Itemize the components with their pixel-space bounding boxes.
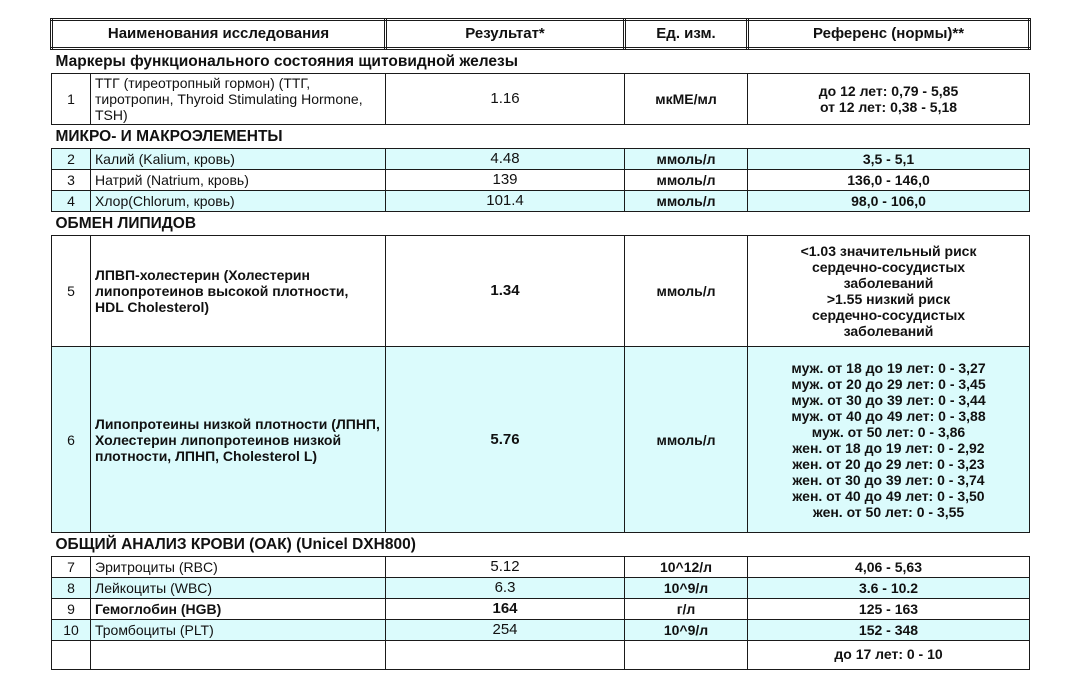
table-row — [52, 149, 1030, 170]
result-value: 101.4 — [386, 191, 625, 212]
section-header — [52, 49, 1030, 74]
result-value — [386, 641, 625, 670]
row-number: 8 — [52, 578, 91, 599]
test-name: Липопротеины низкой плотности (ЛПНП, Холестерин липопротеинов низкой плотности, ЛПНП, Cholesterol L) — [91, 347, 386, 533]
table-row — [52, 578, 1030, 599]
row-number: 9 — [52, 599, 91, 620]
row-number: 5 — [52, 236, 91, 347]
unit: ммоль/л — [625, 236, 748, 347]
reference-line: 4,06 - 5,63 — [855, 559, 922, 575]
table-row — [52, 620, 1030, 641]
unit: ммоль/л — [625, 191, 748, 212]
reference-range — [748, 578, 1030, 599]
reference-line: муж. от 18 до 19 лет: 0 - 3,27 — [791, 359, 986, 376]
row-number: 3 — [52, 170, 91, 191]
table-row — [52, 191, 1030, 212]
table-row — [52, 74, 1030, 125]
unit: ммоль/л — [625, 170, 748, 191]
reference-line: заболеваний — [843, 275, 934, 291]
table-row — [52, 170, 1030, 191]
test-name: Тромбоциты (PLT) — [91, 620, 386, 641]
row-number: 6 — [52, 347, 91, 533]
row-number: 7 — [52, 557, 91, 578]
reference-line: жен. от 20 до 29 лет: 0 - 3,23 — [792, 455, 985, 472]
table-header-row — [52, 20, 1030, 49]
unit: мкМЕ/мл — [625, 74, 748, 125]
reference-range — [748, 599, 1030, 620]
reference-line: от 12 лет: 0,38 - 5,18 — [819, 99, 958, 115]
table-row — [52, 236, 1030, 347]
reference-line: сердечно-сосудистых — [811, 307, 966, 323]
reference-range — [748, 191, 1030, 212]
section-title: ОБМЕН ЛИПИДОВ — [55, 215, 197, 232]
table-body — [52, 49, 1030, 670]
result-value: 1.16 — [386, 74, 625, 125]
reference-line: жен. от 30 до 39 лет: 0 - 3,74 — [792, 471, 985, 488]
reference-range — [748, 74, 1030, 125]
reference-line: сердечно-сосудистых — [811, 259, 966, 275]
reference-line: заболеваний — [843, 323, 934, 339]
section-title: МИКРО- И МАКРОЭЛЕМЕНТЫ — [55, 128, 283, 145]
reference-range — [748, 347, 1030, 533]
row-number: 10 — [52, 620, 91, 641]
reference-line: муж. от 30 до 39 лет: 0 - 3,44 — [791, 391, 986, 408]
reference-line: 98,0 - 106,0 — [851, 193, 926, 209]
reference-line: 125 - 163 — [858, 601, 919, 617]
test-name: Хлор(Chlorum, кровь) — [91, 191, 386, 212]
reference-line: >1.55 низкий риск — [826, 291, 951, 307]
test-name — [91, 641, 386, 670]
reference-line: до 12 лет: 0,79 - 5,85 — [818, 83, 959, 99]
reference-range — [748, 620, 1030, 641]
reference-range — [748, 170, 1030, 191]
test-name: ТТГ (тиреотропный гормон) (ТТГ, тиротропин, Thyroid Stimulating Hormone, TSH) — [91, 74, 386, 125]
header-reference: Референс (нормы)** — [748, 20, 1030, 49]
lab-results-document — [50, 18, 1028, 670]
reference-range — [748, 236, 1030, 347]
result-value: 254 — [386, 620, 625, 641]
reference-line: жен. от 50 лет: 0 - 3,55 — [812, 503, 965, 520]
result-value: 4.48 — [386, 149, 625, 170]
reference-line: <1.03 значительный риск — [800, 243, 977, 259]
section-header — [52, 125, 1030, 149]
row-number: 2 — [52, 149, 91, 170]
test-name: Лейкоциты (WBC) — [91, 578, 386, 599]
row-number: 4 — [52, 191, 91, 212]
test-name: Эритроциты (RBC) — [91, 557, 386, 578]
result-value: 164 — [386, 599, 625, 620]
reference-line: жен. от 18 до 19 лет: 0 - 2,92 — [792, 439, 985, 456]
row-number: 1 — [52, 74, 91, 125]
section-header — [52, 533, 1030, 557]
reference-range — [748, 149, 1030, 170]
unit: 10^12/л — [625, 557, 748, 578]
reference-line: 3,5 - 5,1 — [862, 151, 915, 167]
unit: 10^9/л — [625, 578, 748, 599]
reference-range: до 17 лет: 0 - 10 — [748, 641, 1030, 670]
reference-line: жен. от 40 до 49 лет: 0 - 3,50 — [792, 487, 985, 504]
reference-line: муж. от 40 до 49 лет: 0 - 3,88 — [791, 407, 986, 424]
section-title: ОБЩИЙ АНАЛИЗ КРОВИ (ОАК) (Unicel DXH800) — [55, 536, 416, 553]
table-row — [52, 599, 1030, 620]
test-name: ЛПВП-холестерин (Холестерин липопротеинов высокой плотности, HDL Cholesterol) — [91, 236, 386, 347]
header-unit: Ед. изм. — [625, 20, 748, 49]
reference-line: 152 - 348 — [858, 622, 919, 638]
unit: ммоль/л — [625, 149, 748, 170]
table-row — [52, 557, 1030, 578]
unit: ммоль/л — [625, 347, 748, 533]
reference-line: муж. от 20 до 29 лет: 0 - 3,45 — [791, 375, 986, 392]
section-title: Маркеры функционального состояния щитовидной железы — [55, 53, 518, 70]
test-name: Гемоглобин (HGB) — [91, 599, 386, 620]
result-value: 1.34 — [386, 236, 625, 347]
header-name: Наименования исследования — [52, 20, 386, 49]
test-name: Натрий (Natrium, кровь) — [91, 170, 386, 191]
reference-line: муж. от 50 лет: 0 - 3,86 — [811, 423, 966, 440]
unit: г/л — [625, 599, 748, 620]
result-value: 139 — [386, 170, 625, 191]
result-value: 6.3 — [386, 578, 625, 599]
result-value: 5.76 — [386, 347, 625, 533]
reference-range — [748, 557, 1030, 578]
results-table — [50, 18, 1031, 670]
header-result: Результат* — [386, 20, 625, 49]
row-number — [52, 641, 91, 670]
section-header — [52, 212, 1030, 236]
reference-line: 3.6 - 10.2 — [858, 580, 919, 596]
table-row-partial — [52, 641, 1030, 670]
unit — [625, 641, 748, 670]
unit: 10^9/л — [625, 620, 748, 641]
reference-line: 136,0 - 146,0 — [847, 172, 930, 188]
table-row — [52, 347, 1030, 533]
test-name: Калий (Kalium, кровь) — [91, 149, 386, 170]
result-value: 5.12 — [386, 557, 625, 578]
